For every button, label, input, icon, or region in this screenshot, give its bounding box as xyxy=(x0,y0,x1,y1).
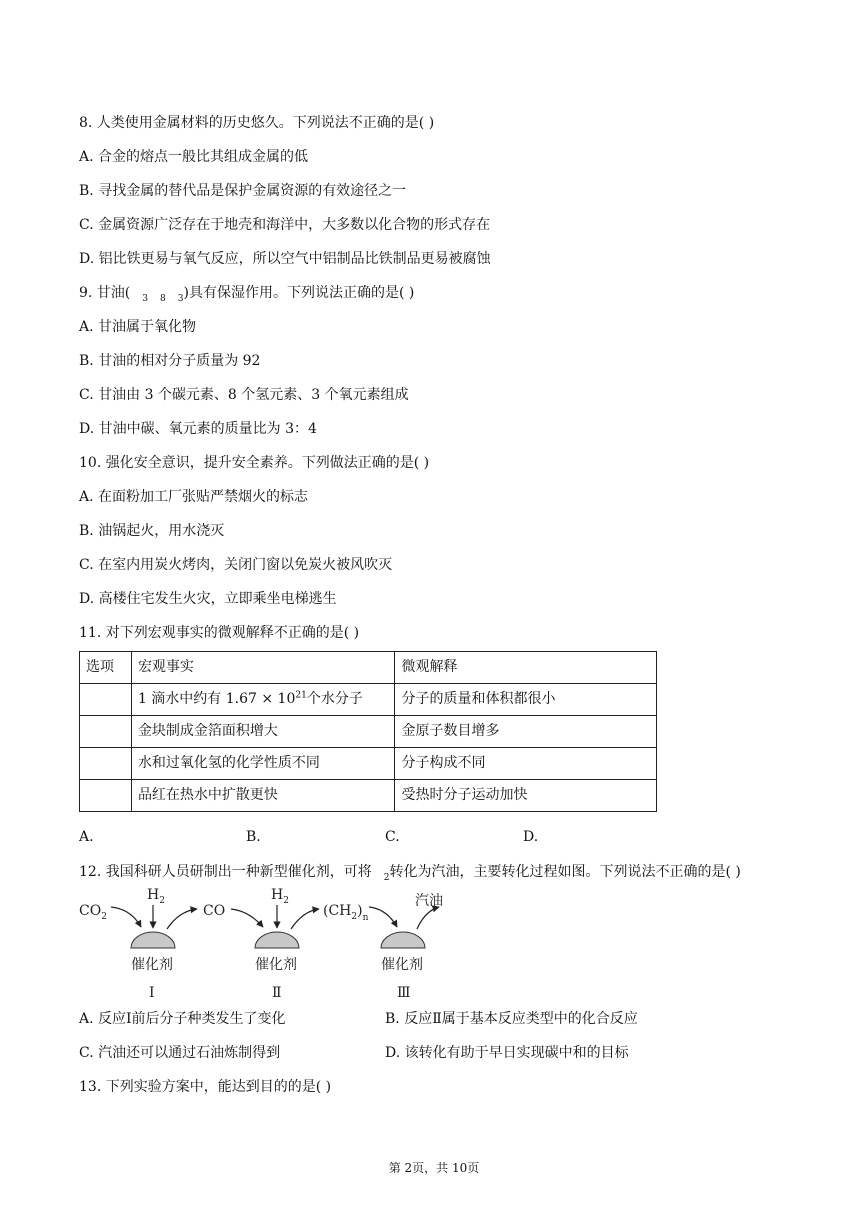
question-8-stem: 8. 人类使用金属材料的历史悠久。下列说法不正确的是( ) xyxy=(79,115,435,131)
table-cell: 金块制成金箔面积增大 xyxy=(131,716,395,748)
table-cell xyxy=(80,748,132,780)
table-cell xyxy=(80,716,132,748)
page-footer: 第 2页，共 10页 xyxy=(388,1161,480,1175)
question-12-stem-end: 转化为汽油，主要转化过程如图。下列说法不正确的是( ) xyxy=(389,864,741,880)
question-10-option-c: C. 在室内用炭火烤肉，关闭门窗以免炭火被风吹灭 xyxy=(79,557,393,573)
table-cell: 分子构成不同 xyxy=(395,748,657,780)
question-13-stem: 13. 下列实验方案中，能达到目的的是( ) xyxy=(79,1079,332,1095)
gasoline-label: 汽油 xyxy=(415,893,443,909)
arrow-co2-to-catalyst-1 xyxy=(111,907,141,927)
question-12-option-d: D. 该转化有助于早日实现碳中和的目标 xyxy=(385,1045,629,1061)
question-12-stem-start: 12. 我国科研人员研制出一种新型催化剂，可将 xyxy=(79,864,372,880)
question-10-stem: 10. 强化安全意识，提升安全素养。下列做法正确的是( ) xyxy=(79,455,430,471)
question-12-option-b: B. 反应Ⅱ属于基本反应类型中的化合反应 xyxy=(385,1011,638,1027)
question-8-option-a: A. 合金的熔点一般比其组成金属的低 xyxy=(79,149,309,165)
question-11-option-a: A. xyxy=(79,829,94,845)
catalyst-dome-3 xyxy=(381,932,425,948)
table-cell: 品红在热水中扩散更快 xyxy=(131,780,395,812)
table-row xyxy=(80,748,657,780)
question-10-option-b: B. 油锅起火，用水浇灭 xyxy=(79,523,225,539)
question-11-stem: 11. 对下列宏观事实的微观解释不正确的是( ) xyxy=(79,625,360,641)
table-cell: 受热时分子运动加快 xyxy=(395,780,657,812)
question-10-option-a: A. 在面粉加工厂张贴严禁烟火的标志 xyxy=(79,489,309,505)
question-9-option-a: A. 甘油属于氧化物 xyxy=(79,319,197,335)
stage-label-3: Ⅲ xyxy=(397,985,411,1001)
table-cell xyxy=(80,780,132,812)
table-header-cell: 宏观事实 xyxy=(131,652,395,684)
question-12-option-c: C. 汽油还可以通过石油炼制得到 xyxy=(79,1045,281,1061)
conversion-process-diagram xyxy=(79,885,459,1005)
catalyst-dome-1 xyxy=(131,932,175,948)
catalyst-dome-2 xyxy=(255,932,299,948)
question-9-stem-start: 9. 甘油( xyxy=(79,285,131,301)
question-9-stem-end: )具有保湿作用。下列说法正确的是( ) xyxy=(183,285,415,301)
fact-text: 个水分子 xyxy=(306,691,363,707)
arrow-catalyst-1-to-co xyxy=(167,909,197,929)
table-row xyxy=(80,780,657,812)
arrow-co-to-catalyst-2 xyxy=(231,909,263,927)
arrow-catalyst-3-to-gasoline xyxy=(417,907,439,929)
ch2n-label: $(CH_2)_n$ xyxy=(323,903,369,923)
question-11-option-b: B. xyxy=(246,829,261,845)
h2-label-1: $H_2$ xyxy=(147,887,165,906)
question-12-stem xyxy=(79,863,741,883)
table-cell xyxy=(80,684,132,716)
catalyst-label-1: 催化剂 xyxy=(131,957,173,973)
formula-subscript: 8 xyxy=(160,294,166,304)
table-header-cell: 微观解释 xyxy=(395,652,657,684)
formula-subscript: 3 xyxy=(142,294,149,304)
fact-text: 1 滴水中约有 1.67 × 10 xyxy=(137,691,296,707)
table-cell: 分子的质量和体积都很小 xyxy=(395,684,657,716)
table-cell: 金原子数目增多 xyxy=(395,716,657,748)
question-11-option-c: C. xyxy=(385,829,400,845)
h2-label-2: $H_2$ xyxy=(271,887,289,906)
catalyst-label-2: 催化剂 xyxy=(255,957,297,973)
arrow-ch2n-to-catalyst-3 xyxy=(369,907,397,927)
table-row xyxy=(80,716,657,748)
table-row xyxy=(80,684,657,716)
table-cell xyxy=(131,684,395,716)
question-10-option-d: D. 高楼住宅发生火灾，立即乘坐电梯逃生 xyxy=(79,591,337,607)
question-8-option-b: B. 寻找金属的替代品是保护金属资源的有效途径之一 xyxy=(79,183,407,199)
table-cell: 水和过氧化氢的化学性质不同 xyxy=(131,748,395,780)
stage-label-2: Ⅱ xyxy=(272,985,282,1001)
question-9-option-c: C. 甘油由 3 个碳元素、8 个氢元素、3 个氧元素组成 xyxy=(79,387,409,403)
facts-table xyxy=(79,651,657,812)
exponent: 21 xyxy=(295,690,307,701)
co-label: CO xyxy=(203,903,226,919)
question-8-option-c: C. 金属资源广泛存在于地壳和海洋中，大多数以化合物的形式存在 xyxy=(79,217,491,233)
question-9-stem xyxy=(79,284,414,304)
question-9-option-b: B. 甘油的相对分子质量为 92 xyxy=(79,353,261,369)
table-header-cell: 选项 xyxy=(80,652,132,684)
question-9-option-d: D. 甘油中碳、氧元素的质量比为 3：4 xyxy=(79,421,317,437)
formula-subscript: 3 xyxy=(177,294,184,304)
catalyst-label-3: 催化剂 xyxy=(381,957,423,973)
stage-label-1: Ⅰ xyxy=(149,985,155,1001)
question-8-option-d: D. 铝比铁更易与氧气反应，所以空气中铝制品比铁制品更易被腐蚀 xyxy=(79,251,491,267)
formula-subscript: 2 xyxy=(383,873,390,883)
co2-label: $CO_2$ xyxy=(79,903,107,922)
arrow-catalyst-2-to-ch2n xyxy=(291,909,319,929)
question-11-option-d: D. xyxy=(523,829,539,845)
table-header-row xyxy=(80,652,657,684)
question-12-option-a: A. 反应Ⅰ前后分子种类发生了变化 xyxy=(79,1011,286,1027)
